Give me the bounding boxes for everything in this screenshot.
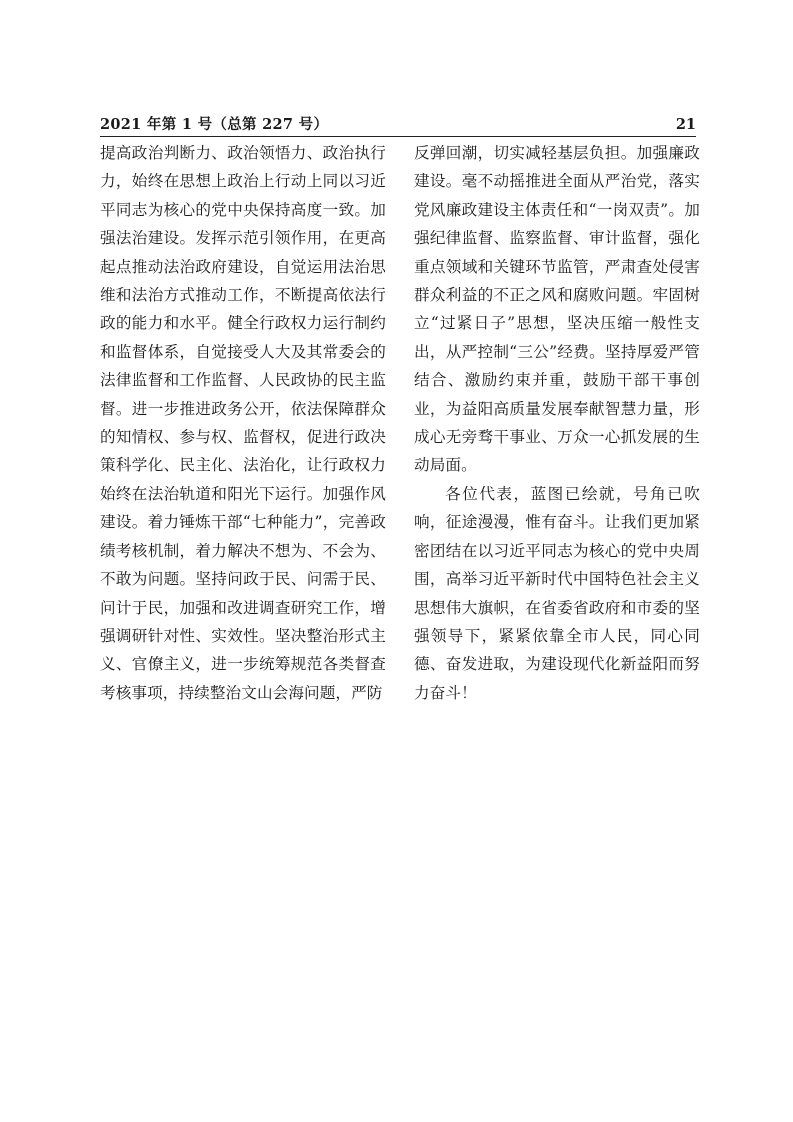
right-column-paragraph: 反弹回潮，切实减轻基层负担。加强廉政建设。毫不动摇推进全面从严治党，落实党风廉政建设主体责任和“一岗双责”。加强纪律监督、监察监督、审计监督，强化重点领域和关键环节监管，严肃查处侵害群众利益的不正之风和腐败问题。牢固树立“过紧日子”思想，坚决压缩一般性支出，从严控制“三公”经费。坚持厚爱严管结合、激励约束并重，鼓励干部干事创业，为益阳高质量发展奉献智慧力量，形成心无旁骛干事业、万众一心抓发展的生动局面。 [414, 144, 700, 475]
body-columns [100, 139, 700, 739]
issue-label: 2021 年第 1 号（总第 227 号） [100, 116, 329, 133]
right-column [414, 139, 700, 707]
page-number: 21 [675, 116, 696, 133]
left-column-paragraph: 提高政治判断力、政治领悟力、政治执行力，始终在思想上政治上行动上同以习近平同志为核心的党中央保持高度一致。加强法治建设。发挥示范引领作用，在更高起点推动法治政府建设，自觉运用法治思维和法治方式推动工作，不断提高依法行政的能力和水平。健全行政权力运行制约和监督体系，自觉接受人大及其常委会的法律监督和工作监督、人民政协的民主监督。进一步推进政务公开，依法保障群众的知情权、参与权、监督权，促进行政决策科学化、民主化、法治化，让行政权力始终在法治轨道和阳光下运行。加强作风建设。着力锤炼干部“七种能力”，完善政绩考核机制，着力解决不想为、不会为、不敢为问题。坚持问政于民、问需于民、问计于民，加强和改进调查研究工作，增强调研针对性、实效性。坚决整治形式主义、官僚主义，进一步统筹规范各类督查考核事项，持续整治文山会海问题，严防 [100, 144, 386, 702]
left-column [100, 139, 386, 707]
running-header [100, 114, 696, 137]
closing-paragraph: 各位代表，蓝图已绘就，号角已吹响，征途漫漫，惟有奋斗。让我们更加紧密团结在以习近平同志为核心的党中央周围，高举习近平新时代中国特色社会主义思想伟大旗帜，在省委省政府和市委的坚强领导下，紧紧依靠全市人民，同心同德、奋发进取，为建设现代化新益阳而努力奋斗！ [414, 484, 700, 702]
